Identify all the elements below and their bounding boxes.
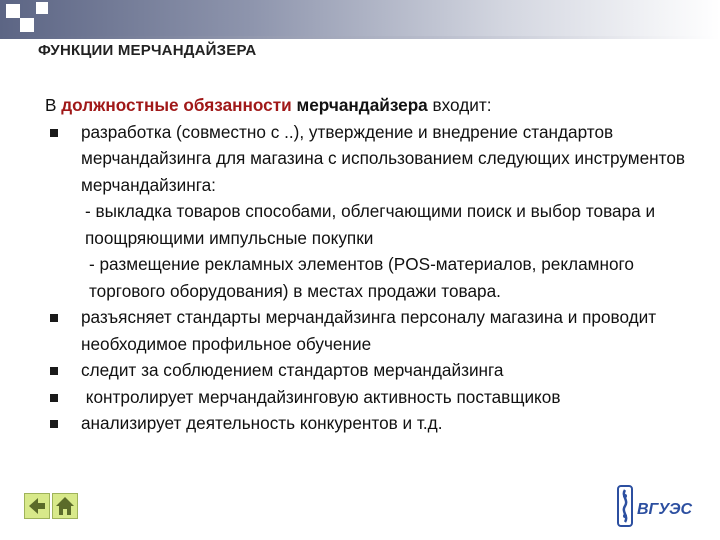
list-item-text: следит за соблюдением стандартов мерчандайзинга [81, 360, 504, 380]
duties-list [45, 119, 705, 437]
list-item-text: разъясняет стандарты мерчандайзинга персоналу магазина и проводит необходимое профильное обучение [81, 307, 657, 354]
header-square [36, 2, 48, 14]
university-logo [610, 482, 702, 530]
list-item [45, 410, 705, 437]
list-item-text: контролирует мерчандайзинговую активность поставщиков [81, 386, 561, 407]
list-item [45, 304, 705, 357]
lead-bold: мерчандайзера [296, 95, 428, 115]
square-bullet-icon [50, 314, 58, 322]
university-emblem-icon [610, 482, 702, 530]
home-icon [53, 494, 77, 518]
sub-item: - выкладка товаров способами, облегчающими поиск и выбор товара и поощряющими импульсные покупки [85, 201, 656, 248]
list-item-text: разработка (совместно с ..), утверждение и внедрение стандартов мерчандайзинга для магазина с использованием следующих инструментов мерчандайзинга: [81, 121, 686, 195]
logo-text: ВГУЭС [637, 501, 693, 518]
header-decoration [0, 0, 720, 36]
lead-suffix: входит: [427, 95, 492, 115]
lead-prefix: В [45, 95, 62, 115]
header-square [20, 18, 34, 32]
list-item [45, 357, 705, 384]
header-square [6, 4, 20, 18]
header-line [0, 36, 720, 39]
lead-sentence [45, 92, 705, 119]
arrow-left-icon [25, 494, 49, 518]
lead-highlight: должностные обязанности [61, 95, 292, 115]
square-bullet-icon [50, 394, 58, 402]
back-button[interactable] [24, 493, 50, 519]
slide-title: ФУНКЦИИ МЕРЧАНДАЙЗЕРА [38, 42, 257, 59]
list-item [45, 384, 705, 411]
sub-item: - размещение рекламных элементов (POS-материалов, рекламного торгового оборудования) в местах продажи товара. [89, 254, 634, 301]
square-bullet-icon [50, 420, 58, 428]
home-button[interactable] [52, 493, 78, 519]
square-bullet-icon [50, 367, 58, 375]
square-bullet-icon [50, 129, 58, 137]
list-item [45, 119, 705, 305]
list-item-text: анализирует деятельность конкурентов и т.д. [81, 413, 443, 433]
slide-body [45, 92, 705, 437]
